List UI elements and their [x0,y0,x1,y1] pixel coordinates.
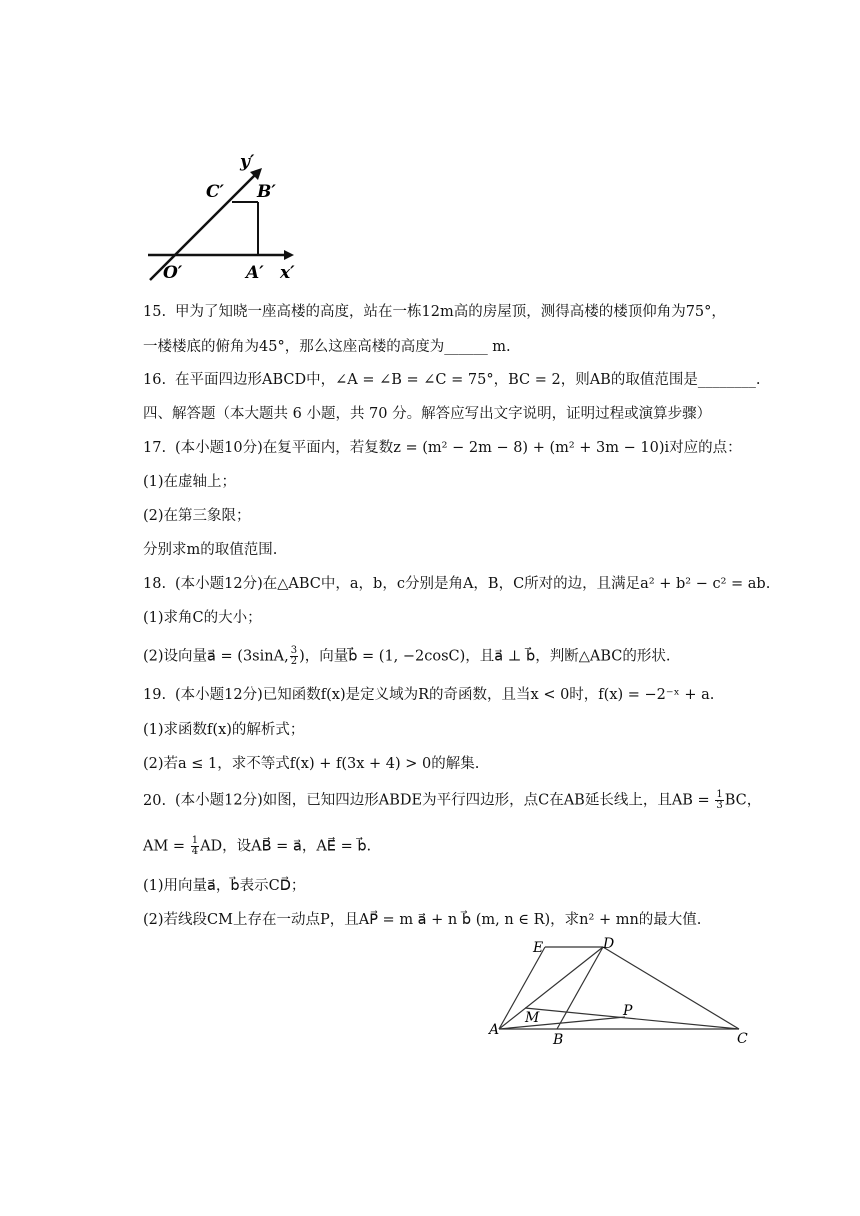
q20-part1: (1)用向量a⃗，b⃗表示CD⃗； [143,878,306,894]
label-a: A′ [246,263,264,283]
q20-frac2-top: 1 [191,835,199,846]
label-x: x′ [280,263,295,283]
q18-part1: (1)求角C的大小； [143,610,262,626]
q18-fraction [290,646,298,667]
q18-frac-bot: 2 [290,656,298,667]
segment-ad [499,947,603,1029]
label-e: E [533,940,544,956]
label-o: O′ [163,263,183,283]
q19-text: (本小题12分)已知函数f(x)是定义域为R的奇函数，且当x < 0时，f(x) = −2⁻ˣ + a. [175,687,715,703]
label-c: C [737,1031,748,1047]
label-y: y′ [240,152,255,172]
q18-number: 18. [143,576,167,592]
q17-line [143,438,742,458]
q17-number: 17. [143,440,167,456]
parallelogram-figure [485,930,765,1050]
q15-text1: 甲为了知晓一座高楼的高度，站在一栋12m高的房屋顶，测得高楼的楼顶仰角为75°， [175,304,726,320]
segment-ap [499,1017,625,1029]
q19-number: 19. [143,687,167,703]
x-arrow [284,250,294,260]
segment-db [557,947,603,1029]
label-c: C′ [206,182,225,202]
q20-line2-b: AD，设AB⃗ = a⃗，AE⃗ = b⃗. [200,838,372,855]
q20-text-b: BC， [724,792,762,809]
q16-number: 16. [143,372,167,388]
q20-line1 [143,790,761,811]
q20-number: 20. [143,792,167,809]
q16-line [143,370,760,390]
label-m: M [525,1010,540,1026]
label-b: B [553,1032,564,1048]
q20-line2-a: AM = [143,838,186,855]
q18-part2 [143,646,671,667]
q18-text: (本小题12分)在△ABC中，a，b，c分别是角A，B，C所对的边，且满足a² + b² − c² = ab. [175,576,771,592]
q17-part2: (2)在第三象限； [143,508,251,524]
q20-frac2-bot: 4 [191,846,199,857]
label-b: B′ [257,182,276,202]
oblique-axes-figure [140,145,310,290]
q18-part2-b: )，向量b⃗ = (1, −2cosC)，且a⃗ ⊥ b⃗，判断△ABC的形状. [299,648,671,665]
q17-text: (本小题10分)在复平面内，若复数z = (m² − 2m − 8) + (m² + 3m − 10)i对应的点： [175,440,742,456]
label-d: D [603,936,615,952]
q19-part1: (1)求函数f(x)的解析式； [143,722,305,738]
q16-text: 在平面四边形ABCD中，∠A = ∠B = ∠C = 75°，BC = 2，则AB的取值范围是________. [175,372,761,388]
label-p: P [623,1003,633,1019]
label-a: A [489,1022,500,1038]
q18-frac-top: 3 [290,645,298,656]
q15-text2: 一楼楼底的俯角为45°，那么这座高楼的高度为______ m. [143,339,511,355]
q20-text-a: (本小题12分)如图，已知四边形ABDE为平行四边形，点C在AB延长线上，且AB = [175,792,710,809]
q20-fraction1 [715,790,723,811]
q19-part2: (2)若a ≤ 1，求不等式f(x) + f(3x + 4) > 0的解集. [143,756,480,772]
q18-line [143,574,770,594]
q19-line [143,685,714,705]
section4-heading: 四、解答题（本大题共 6 小题，共 70 分。解答应写出文字说明，证明过程或演算步骤） [143,406,712,422]
q17-part1: (1)在虚轴上； [143,474,237,490]
q18-part2-a: (2)设向量a⃗ = (3sinA, [143,648,289,665]
q15-number: 15. [143,304,167,320]
q20-frac1-top: 1 [716,789,723,800]
q17-part3: 分别求m的取值范围. [143,542,278,558]
q20-fraction2 [191,836,199,857]
q20-frac1-bot: 3 [716,800,723,811]
q20-part2: (2)若线段CM上存在一动点P，且AP⃗ = m a⃗ + n b⃗ (m, n ∈ R)，求n² + mn的最大值. [143,912,702,928]
q20-line2 [143,836,371,857]
q15-line1 [143,302,726,322]
